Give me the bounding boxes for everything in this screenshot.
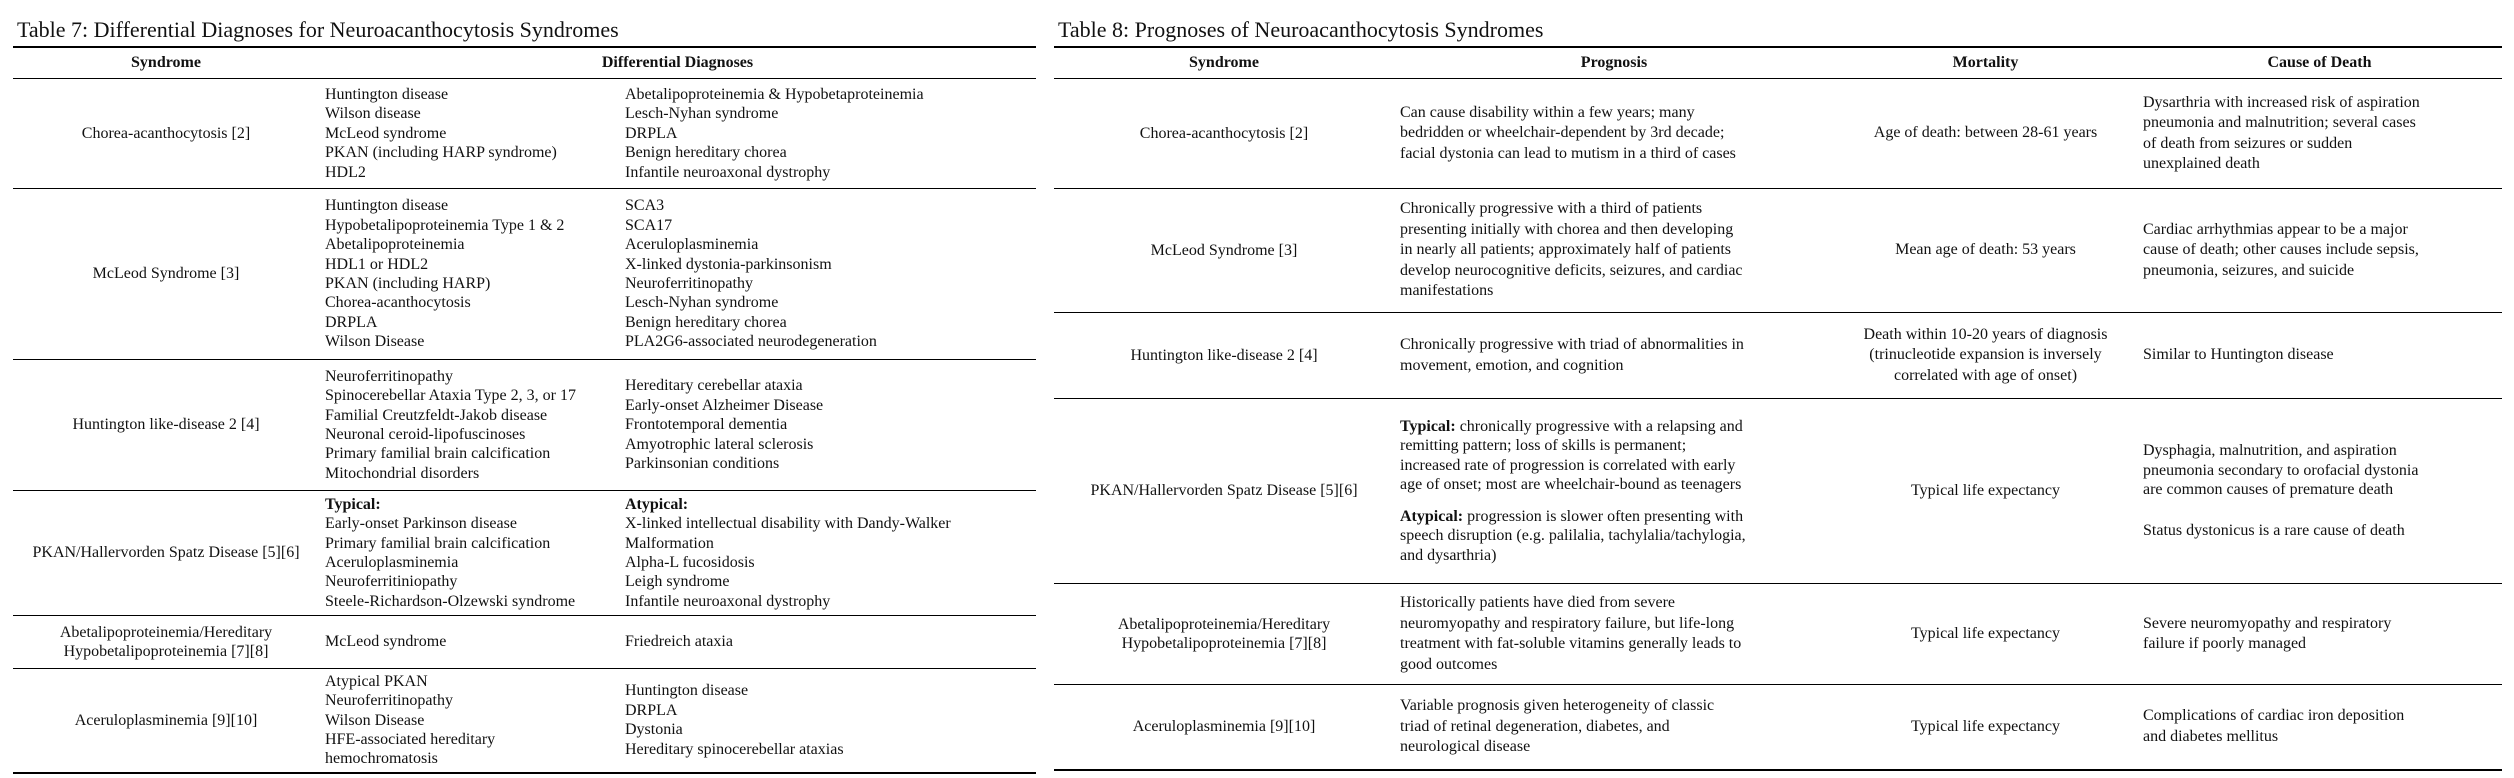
prognosis-cell <box>1394 189 1834 313</box>
syndrome-cell: McLeod Syndrome [3] <box>1150 241 1298 259</box>
typical-heading: Typical: <box>325 495 381 513</box>
list-item: Infantile neuroaxonal dystrophy <box>625 163 831 181</box>
text-line: Age of death: between 28-61 years <box>1873 124 2098 142</box>
mortality-cell <box>1834 189 2137 313</box>
differential-col2-cell <box>619 616 1036 669</box>
list-item: Infantile neuroaxonal dystrophy <box>625 592 831 610</box>
differential-col2-cell <box>619 360 1036 491</box>
header-syndrome: Syndrome <box>1189 54 1259 71</box>
text-line: presenting initially with chorea and then developing <box>1400 220 1734 238</box>
header-prognosis: Prognosis <box>1580 54 1648 71</box>
text-line: develop neurocognitive deficits, seizures, and cardiac <box>1400 261 1743 279</box>
text-line: Typical life expectancy <box>1910 717 2061 735</box>
list-item: Huntington disease <box>325 197 449 215</box>
list-item: Steele-Richardson-Olzewski syndrome <box>325 592 576 610</box>
text-line: Cardiac arrhythmias appear to be a major <box>2143 220 2408 238</box>
text-line: cause of death; other causes include sepsis, <box>2143 241 2419 259</box>
list-item: HDL1 or HDL2 <box>325 255 429 273</box>
text-line: Dysarthria with increased risk of aspiration <box>2143 93 2420 111</box>
text-line: neuromyopathy and respiratory failure, but life-long <box>1400 614 1735 632</box>
table-row <box>1054 189 2502 313</box>
cause-of-death-cell <box>2137 584 2502 685</box>
text-fragment: progression is slower often presenting with <box>1467 507 1744 525</box>
differential-col1-cell <box>319 669 619 773</box>
text-line: Variable prognosis given heterogeneity of classic <box>1400 697 1715 714</box>
text-line: Status dystonicus is a rare cause of death <box>2143 522 2405 540</box>
text-line: pneumonia, seizures, and suicide <box>2143 261 2355 279</box>
list-item: Malformation <box>625 534 714 552</box>
syndrome-cell <box>1054 584 1394 685</box>
differential-col2-cell <box>619 79 1036 189</box>
list-item: PKAN (including HARP syndrome) <box>325 144 557 162</box>
cause-paragraph <box>2143 441 2496 499</box>
table-7 <box>13 0 1036 774</box>
list-item: Hereditary spinocerebellar ataxias <box>625 740 844 758</box>
text-line: Can cause disability within a few years; many <box>1400 103 1695 121</box>
table-row <box>1054 79 2502 189</box>
prognosis-cell <box>1394 79 1834 189</box>
text-line: pneumonia secondary to orofacial dystonia <box>2143 461 2419 479</box>
text-line: Complications of cardiac iron deposition <box>2143 707 2405 725</box>
list-item: Early-onset Alzheimer Disease <box>625 396 824 414</box>
mortality-cell <box>1834 313 2137 399</box>
list-item: Mitochondrial disorders <box>325 464 480 482</box>
list-item: Hypobetalipoproteinemia Type 1 & 2 <box>325 216 565 234</box>
table-8 <box>1054 0 2502 771</box>
prognosis-cell <box>1394 399 1834 584</box>
text-line: and diabetes mellitus <box>2143 727 2279 745</box>
table-row <box>13 491 1036 616</box>
text-line: movement, emotion, and cognition <box>1400 356 1624 374</box>
cause-of-death-cell <box>2137 189 2502 313</box>
cause-of-death-cell <box>2137 79 2502 189</box>
text-line: are common causes of premature death <box>2143 481 2394 498</box>
mortality-cell <box>1834 584 2137 685</box>
mortality-cell <box>1834 685 2137 770</box>
table-row <box>13 79 1036 189</box>
list-item: Wilson disease <box>325 105 421 123</box>
list-item: SCA3 <box>625 197 665 215</box>
typical-label: Typical: <box>1400 418 1456 436</box>
syndrome-cell: Chorea-acanthocytosis [2] <box>1139 124 1309 142</box>
list-item: Hereditary cerebellar ataxia <box>625 377 803 395</box>
list-item: Wilson Disease <box>325 711 425 729</box>
table-7-grid <box>13 46 1036 774</box>
text-line: Typical life expectancy <box>1910 481 2061 499</box>
list-item: Neuroferritinopathy <box>325 692 453 710</box>
mortality-cell <box>1834 399 2137 584</box>
list-item: Atypical PKAN <box>325 672 428 690</box>
text-line: in nearly all patients; approximately half of patients <box>1400 241 1732 259</box>
table-row <box>13 189 1036 360</box>
syndrome-cell: PKAN/Hallervorden Spatz Disease [5][6] <box>32 544 300 562</box>
text-line: Chronically progressive with a third of patients <box>1400 200 1703 218</box>
list-item: Lesch-Nyhan syndrome <box>625 105 779 123</box>
text-line: and dysarthria) <box>1400 546 1497 564</box>
table-7-caption: Table 7: Differential Diagnoses for Neuroacanthocytosis Syndromes <box>17 17 619 42</box>
text-line: speech disruption (e.g. palilalia, tachylalia/tachylogia, <box>1400 527 1746 545</box>
table-row <box>13 360 1036 491</box>
text-fragment: chronically progressive with a relapsing and <box>1459 418 1743 436</box>
prognosis-cell <box>1394 685 1834 770</box>
list-item: Familial Creutzfeldt-Jakob disease <box>325 406 548 424</box>
atypical-label: Atypical: <box>1400 507 1464 525</box>
text-line: bedridden or wheelchair-dependent by 3rd decade; <box>1400 124 1725 142</box>
list-item: Frontotemporal dementia <box>625 416 788 434</box>
text-line: Dysphagia, malnutrition, and aspiration <box>2143 442 2397 460</box>
list-item: Spinocerebellar Ataxia Type 2, 3, or 17 <box>325 387 576 405</box>
list-item: HFE-associated hereditary <box>325 730 496 748</box>
list-item: Chorea-acanthocytosis <box>325 294 471 312</box>
list-item: Alpha-L fucosidosis <box>625 554 755 571</box>
list-item: McLeod syndrome <box>325 124 447 142</box>
prognosis-cell <box>1394 584 1834 685</box>
text-line <box>1400 417 1828 436</box>
list-item: Wilson Disease <box>325 333 425 351</box>
list-item: X-linked intellectual disability with Dandy-Walker <box>625 515 951 533</box>
list-item: Aceruloplasminemia <box>325 554 459 571</box>
text-line: Historically patients have died from severe <box>1400 594 1676 611</box>
syndrome-cell: Aceruloplasminemia [9][10] <box>1132 718 1316 736</box>
list-item: Lesch-Nyhan syndrome <box>625 294 779 312</box>
cause-of-death-cell <box>2137 685 2502 770</box>
syndrome-cell: Chorea-acanthocytosis [2] <box>81 124 251 142</box>
text-line: (trinucleotide expansion is inversely <box>1869 346 2102 364</box>
differential-col2-cell <box>619 669 1036 773</box>
text-line: good outcomes <box>1400 655 1498 673</box>
list-item: Neuroferritinopathy <box>325 367 453 385</box>
atypical-heading: Atypical: <box>625 495 689 513</box>
cause-of-death-cell <box>2137 399 2502 584</box>
list-item: HDL2 <box>325 163 366 181</box>
table-row <box>1054 584 2502 685</box>
text-line: triad of retinal degeneration, diabetes, and <box>1400 717 1670 735</box>
list-item: Benign hereditary chorea <box>625 313 787 331</box>
list-item: Parkinsonian conditions <box>625 455 780 473</box>
header-cause-of-death: Cause of Death <box>2267 54 2372 71</box>
syndrome-cell: Huntington like-disease 2 [4] <box>1130 346 1318 364</box>
prognosis-cell <box>1394 313 1834 399</box>
list-item: Neuronal ceroid-lipofuscinoses <box>325 426 526 443</box>
text-line: facial dystonia can lead to mutism in a third of cases <box>1400 144 1736 162</box>
table-8-caption: Table 8: Prognoses of Neuroacanthocytosis Syndromes <box>1058 17 1544 42</box>
list-item: hemochromatosis <box>325 750 438 768</box>
list-item: McLeod syndrome <box>325 633 447 651</box>
syndrome-cell <box>13 616 319 669</box>
table-8-grid <box>1054 46 2502 771</box>
text-line: failure if poorly managed <box>2143 635 2307 652</box>
syndrome-cell: Huntington like-disease 2 [4] <box>72 416 260 434</box>
cause-paragraph <box>2143 521 2496 540</box>
table-row <box>1054 399 2502 584</box>
syndrome-line: Abetalipoproteinemia/Hereditary <box>59 623 273 641</box>
list-item: Early-onset Parkinson disease <box>325 515 517 533</box>
text-line: increased rate of progression is correlated with early <box>1400 456 1736 474</box>
text-line <box>1400 507 1828 526</box>
text-line: Death within 10-20 years of diagnosis <box>1863 325 2108 343</box>
list-item: SCA17 <box>625 216 673 234</box>
header-syndrome: Syndrome <box>131 54 201 71</box>
text-line: of death from seizures or sudden <box>2143 134 2353 152</box>
cause-of-death-cell <box>2137 313 2502 399</box>
text-line: unexplained death <box>2143 155 2260 172</box>
differential-col1-cell <box>319 79 619 189</box>
list-item: Huntington disease <box>325 85 449 103</box>
table-row <box>1054 313 2502 399</box>
text-line: Typical life expectancy <box>1910 624 2061 642</box>
mortality-cell <box>1834 79 2137 189</box>
list-item: DRPLA <box>625 124 678 142</box>
list-item: Primary familial brain calcification <box>325 445 551 463</box>
differential-col1-cell <box>319 491 619 616</box>
text-line: Chronically progressive with triad of abnormalities in <box>1400 336 1744 353</box>
text-line: treatment with fat-soluble vitamins generally leads to <box>1400 635 1742 652</box>
list-item: DRPLA <box>325 313 378 331</box>
text-line: pneumonia and malnutrition; several cases <box>2143 114 2416 131</box>
table-row <box>13 616 1036 669</box>
list-item: PKAN (including HARP) <box>325 275 491 292</box>
table-7-header-row <box>13 47 1036 79</box>
list-item: X-linked dystonia-parkinsonism <box>625 255 832 273</box>
text-line: remitting pattern; loss of skills is permanent; <box>1400 437 1687 455</box>
table-row <box>13 669 1036 773</box>
list-item: Neuroferritinopathy <box>625 275 753 292</box>
differential-col2-cell <box>619 491 1036 616</box>
syndrome-line: Hypobetalipoproteinemia [7][8] <box>1121 635 1327 652</box>
syndrome-line: Abetalipoproteinemia/Hereditary <box>1117 615 1331 633</box>
text-line: correlated with age of onset) <box>1893 366 2078 384</box>
syndrome-cell: McLeod Syndrome [3] <box>92 265 240 283</box>
header-mortality: Mortality <box>1952 54 2019 71</box>
text-line: Severe neuromyopathy and respiratory <box>2143 614 2392 632</box>
differential-col1-cell <box>319 189 619 360</box>
text-line: Mean age of death: 53 years <box>1895 241 2076 259</box>
list-item: Amyotrophic lateral sclerosis <box>625 435 814 453</box>
table-8-header-row <box>1054 47 2502 79</box>
list-item: DRPLA <box>625 701 678 719</box>
list-item: Dystonia <box>625 721 683 739</box>
differential-col1-cell <box>319 616 619 669</box>
differential-col1-cell <box>319 360 619 491</box>
list-item: Benign hereditary chorea <box>625 144 787 162</box>
list-item: Huntington disease <box>625 682 749 700</box>
table-row <box>1054 685 2502 770</box>
text-line: manifestations <box>1400 282 1494 300</box>
atypical-prognosis <box>1400 507 1828 565</box>
list-item: Primary familial brain calcification <box>325 534 551 552</box>
syndrome-line: Hypobetalipoproteinemia [7][8] <box>63 643 269 660</box>
header-differential-diagnoses: Differential Diagnoses <box>601 54 754 71</box>
syndrome-cell: Aceruloplasminemia [9][10] <box>74 711 258 729</box>
text-line: age of onset; most are wheelchair-bound as teenagers <box>1400 476 1742 494</box>
text-line: Similar to Huntington disease <box>2143 346 2334 364</box>
differential-col2-cell <box>619 189 1036 360</box>
list-item: Leigh syndrome <box>625 573 730 591</box>
list-item: Neuroferritiniopathy <box>325 573 458 591</box>
list-item: Abetalipoproteinemia & Hypobetaproteinemia <box>625 85 924 103</box>
text-line: neurological disease <box>1400 738 1531 755</box>
syndrome-cell: PKAN/Hallervorden Spatz Disease [5][6] <box>1090 482 1358 500</box>
list-item: PLA2G6-associated neurodegeneration <box>625 333 877 351</box>
list-item: Aceruloplasminemia <box>625 236 759 254</box>
list-item: Abetalipoproteinemia <box>325 236 465 254</box>
list-item: Friedreich ataxia <box>625 633 733 651</box>
typical-prognosis <box>1400 417 1828 495</box>
